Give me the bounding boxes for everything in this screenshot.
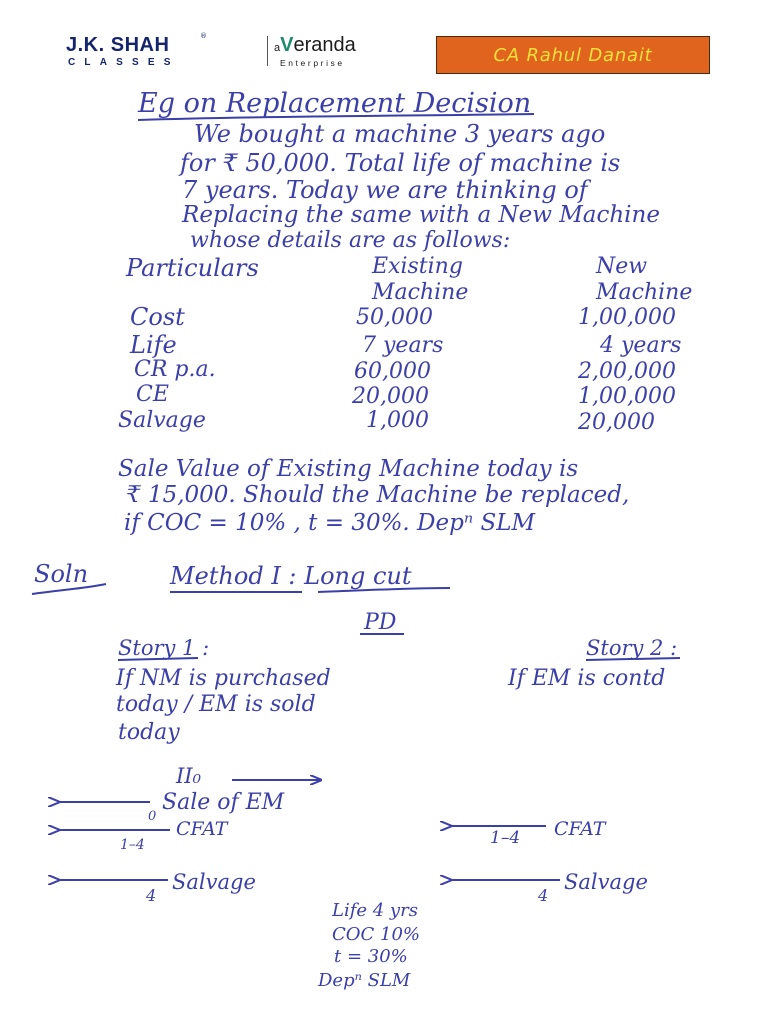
summary-line-1: Life 4 yrs [332, 900, 418, 921]
col-header-existing-1: Existing [372, 254, 463, 279]
brand-subtitle: CLASSES [68, 57, 180, 68]
row-new-salvage: 20,000 [578, 410, 655, 435]
salvage-right-subscript: 4 [538, 886, 549, 905]
method-heading: Method I : Long cut [170, 562, 412, 590]
story1-line-2: today / EM is sold [116, 692, 316, 717]
col-header-existing-2: Machine [372, 280, 469, 305]
cfat-left-subscript: 1–4 [120, 837, 145, 853]
cfat-right-prefix: 1–4 [490, 828, 521, 848]
row-existing-ce: 20,000 [352, 384, 429, 409]
ii0-label: II₀ [176, 764, 202, 788]
partner-name-rest: eranda [293, 34, 356, 56]
partner-v-letter: V [280, 34, 294, 56]
col-header-particulars: Particulars [126, 254, 259, 282]
title-underline [138, 114, 534, 120]
summary-line-4: Depⁿ SLM [318, 970, 411, 991]
col-header-new-2: Machine [596, 280, 693, 305]
row-existing-life: 7 years [362, 333, 444, 358]
problem-line-4: Replacing the same with a New Machine [182, 202, 660, 228]
partner-prefix: a [274, 42, 281, 54]
story1-underline [118, 658, 198, 660]
registered-mark: ® [200, 32, 207, 40]
story1-line-3: today [118, 720, 180, 745]
instructor-name: CA Rahul Danait [493, 44, 653, 66]
story2-underline [586, 658, 680, 660]
row-label-life: Life [130, 331, 177, 359]
brand-name: J.K. SHAH [66, 34, 170, 56]
row-label-cr: CR p.a. [134, 357, 216, 382]
solution-label: Soln [34, 560, 89, 588]
summary-line-3: t = 30% [334, 946, 408, 967]
row-new-cr: 2,00,000 [578, 359, 676, 384]
row-new-life: 4 years [600, 333, 682, 358]
row-new-ce: 1,00,000 [578, 384, 676, 409]
row-existing-salvage: 1,000 [366, 408, 429, 433]
row-existing-cost: 50,000 [356, 305, 433, 330]
row-label-ce: CE [136, 382, 169, 407]
salvage-left-subscript: 4 [146, 886, 157, 905]
row-new-cost: 1,00,000 [578, 305, 676, 330]
question-line-3: if COC = 10% , t = 30%. Depⁿ SLM [124, 510, 536, 536]
cfat-right-label: CFAT [554, 818, 606, 840]
story1-line-1: If NM is purchased [116, 666, 331, 691]
problem-line-2: for ₹ 50,000. Total life of machine is [180, 149, 621, 177]
row-label-salvage: Salvage [118, 408, 206, 433]
salvage-right-label: Salvage [564, 870, 648, 894]
partner-subtitle: Enterprise [280, 58, 345, 68]
problem-line-1: We bought a machine 3 years ago [194, 120, 606, 148]
longcut-underline [318, 588, 450, 592]
sale-of-em-subscript: 0 [148, 809, 157, 824]
problem-line-5: whose details are as follows: [190, 228, 511, 253]
sale-of-em-label: Sale of EM [162, 790, 285, 815]
question-line-2: ₹ 15,000. Should the Machine be replaced, [126, 482, 630, 508]
story1-title: Story 1 : [118, 636, 210, 660]
summary-line-2: COC 10% [332, 924, 421, 945]
question-line-1: Sale Value of Existing Machine today is [118, 456, 579, 482]
cfat-left-label: CFAT [176, 818, 228, 840]
problem-line-3: 7 years. Today we are thinking of [182, 176, 588, 204]
note-title: Eg on Replacement Decision [138, 88, 532, 119]
pd-label: PD [364, 610, 397, 635]
col-header-new-1: New [596, 254, 648, 279]
row-existing-cr: 60,000 [354, 359, 431, 384]
salvage-left-label: Salvage [172, 870, 256, 894]
row-label-cost: Cost [130, 303, 185, 331]
solution-underline [32, 584, 106, 594]
story2-line: If EM is contd [508, 666, 666, 691]
story2-title: Story 2 : [586, 636, 678, 660]
